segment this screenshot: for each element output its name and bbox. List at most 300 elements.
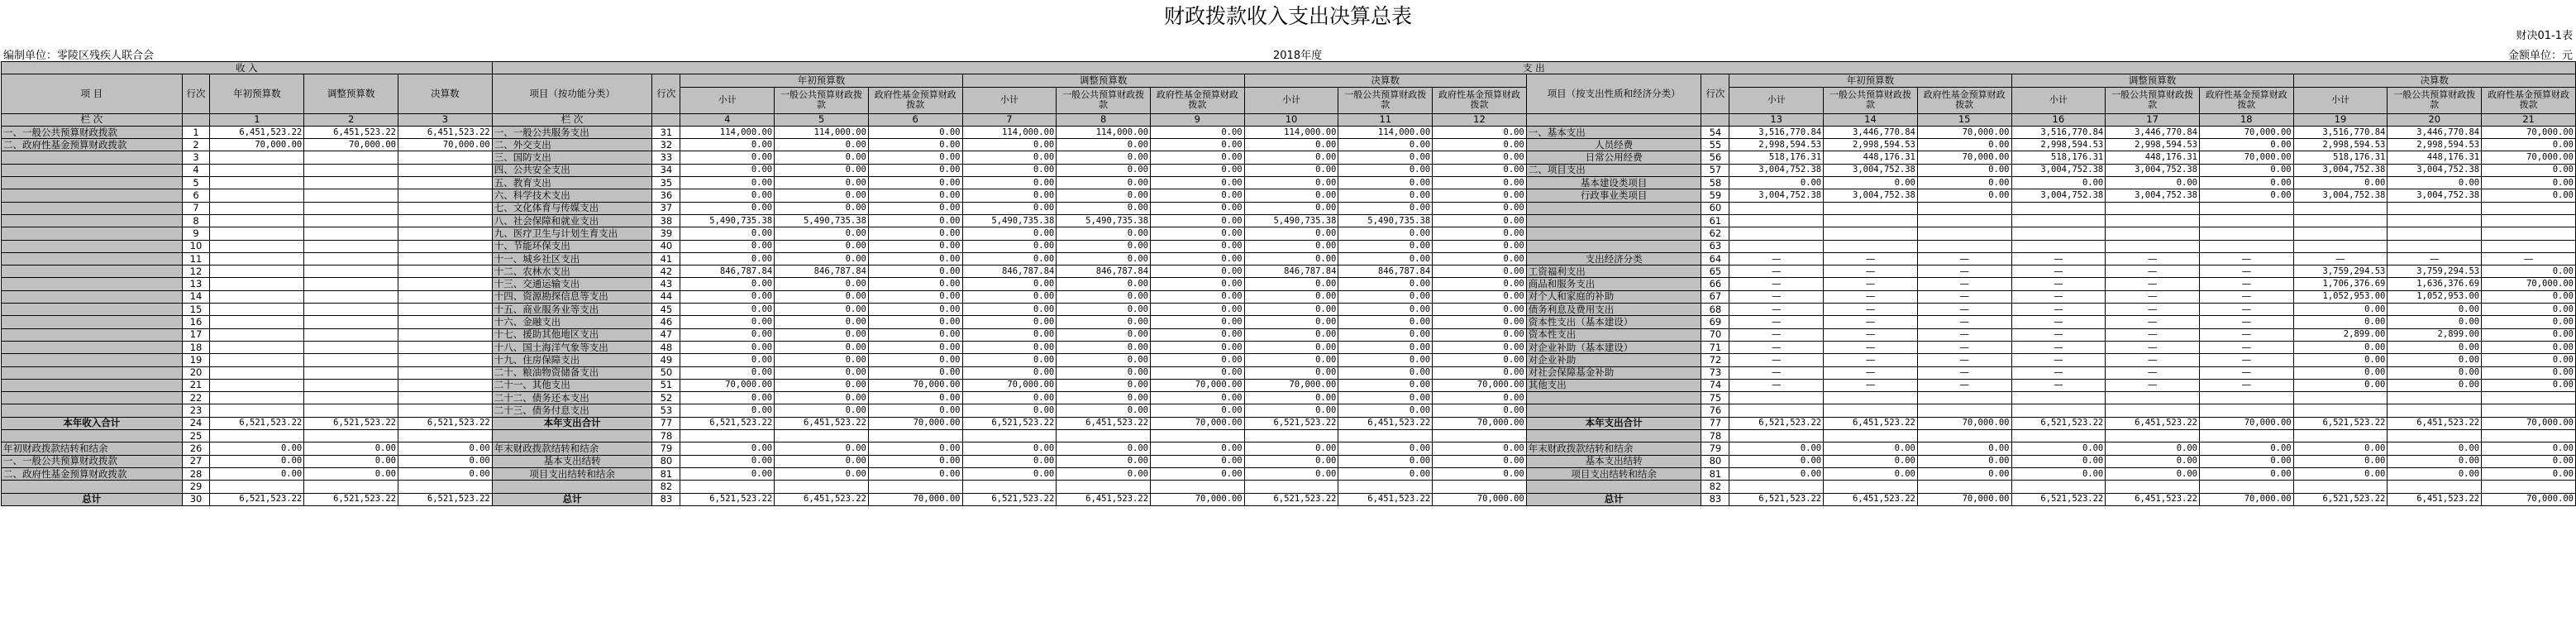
income-value xyxy=(304,227,398,240)
econ-item-label xyxy=(1526,214,1701,227)
func-value: 0.00 xyxy=(1338,341,1433,353)
econ-value: 6,521,523.22 xyxy=(2011,493,2106,505)
row-number: 6 xyxy=(182,189,210,202)
func-value: 0.00 xyxy=(1338,392,1433,404)
func-value: 0.00 xyxy=(775,278,869,290)
row-number: 11 xyxy=(182,252,210,265)
table-row xyxy=(2,430,2576,442)
func-value: 0.00 xyxy=(680,304,775,316)
econ-value: 3,004,752.38 xyxy=(2293,189,2388,202)
func-item-label: 二十一、其他支出 xyxy=(492,379,652,391)
income-value xyxy=(210,430,304,442)
form-number: 财决01-1表 xyxy=(2516,30,2573,42)
func-value: 0.00 xyxy=(1244,252,1338,265)
col-number: 14 xyxy=(1824,113,1918,126)
econ-value xyxy=(2011,240,2106,252)
func-value: 6,451,523.22 xyxy=(1057,493,1151,505)
col-number: 18 xyxy=(2200,113,2294,126)
col-blank xyxy=(182,113,210,126)
func-value: 0.00 xyxy=(680,442,775,455)
econ-value: — xyxy=(1917,278,2011,290)
econ-value xyxy=(2106,430,2200,442)
econ-value xyxy=(2388,227,2482,240)
econ-value: 518,176.31 xyxy=(2011,151,2106,164)
func-value: 0.00 xyxy=(1151,304,1245,316)
row-number: 81 xyxy=(652,467,680,480)
econ-value: 70,000.00 xyxy=(2200,126,2294,138)
income-value xyxy=(210,354,304,366)
func-value: 0.00 xyxy=(1057,202,1151,214)
func-value: 0.00 xyxy=(1151,265,1245,278)
income-item-label xyxy=(2,392,183,404)
income-item-label xyxy=(2,290,183,303)
row-number: 73 xyxy=(1701,366,1729,379)
func-value: 0.00 xyxy=(1057,366,1151,379)
func-value: 0.00 xyxy=(775,290,869,303)
econ-item-label: 行政事业类项目 xyxy=(1526,189,1701,202)
income-value xyxy=(398,481,492,493)
econ-value xyxy=(2388,214,2482,227)
func-value: 0.00 xyxy=(1338,189,1433,202)
econ-value: — xyxy=(2106,328,2200,341)
econ-value: 0.00 xyxy=(1917,164,2011,176)
econ-value: 3,004,752.38 xyxy=(1824,189,1918,202)
func-value: 0.00 xyxy=(868,189,962,202)
income-value xyxy=(210,265,304,278)
func-value: 0.00 xyxy=(868,404,962,417)
income-value xyxy=(210,379,304,391)
econ-value: 0.00 xyxy=(2106,455,2200,467)
econ-value: 3,004,752.38 xyxy=(2388,189,2482,202)
func-final-header: 决算数 xyxy=(1244,74,1526,87)
econ-value: 0.00 xyxy=(2388,354,2482,366)
row-number: 47 xyxy=(652,328,680,341)
func-value: 0.00 xyxy=(1433,366,1527,379)
income-value xyxy=(304,252,398,265)
func-value: 0.00 xyxy=(775,252,869,265)
func-value: 0.00 xyxy=(1433,151,1527,164)
econ-value: — xyxy=(1824,316,1918,328)
income-item-label: 一、一般公共预算财政拨款 xyxy=(2,455,183,467)
func-value: 0.00 xyxy=(1151,404,1245,417)
econ-value xyxy=(1824,227,1918,240)
col-number: 20 xyxy=(2388,113,2482,126)
subtotal-header: 小计 xyxy=(1729,87,1824,113)
func-value: 70,000.00 xyxy=(1151,493,1245,505)
econ-value: 0.00 xyxy=(2482,467,2576,480)
func-value: 0.00 xyxy=(775,341,869,353)
func-value: 0.00 xyxy=(1057,304,1151,316)
row-number: 20 xyxy=(182,366,210,379)
func-value: 0.00 xyxy=(1244,442,1338,455)
econ-value: 70,000.00 xyxy=(2482,151,2576,164)
row-number: 79 xyxy=(1701,442,1729,455)
col-number: 17 xyxy=(2106,113,2200,126)
econ-value: 0.00 xyxy=(2482,189,2576,202)
func-value: 0.00 xyxy=(680,202,775,214)
econ-value xyxy=(1729,430,1824,442)
econ-value: — xyxy=(1824,328,1918,341)
econ-value: — xyxy=(1917,304,2011,316)
income-value xyxy=(398,328,492,341)
econ-value: 70,000.00 xyxy=(1917,417,2011,429)
general-budget-header: 一般公共预算财政拨款 xyxy=(1824,87,1918,113)
econ-value: 2,998,594.53 xyxy=(1824,139,1918,151)
econ-value xyxy=(1917,430,2011,442)
func-value: 0.00 xyxy=(1338,304,1433,316)
econ-value: 0.00 xyxy=(2482,455,2576,467)
econ-value: 0.00 xyxy=(2482,177,2576,189)
func-value: 0.00 xyxy=(775,379,869,391)
func-budget-adjusted-header: 调整预算数 xyxy=(962,74,1244,87)
econ-item-label: 人员经费 xyxy=(1526,139,1701,151)
econ-value: 70,000.00 xyxy=(1917,493,2011,505)
income-value xyxy=(210,252,304,265)
income-value xyxy=(304,240,398,252)
col-number: 19 xyxy=(2293,113,2388,126)
func-value: 0.00 xyxy=(1057,189,1151,202)
func-value: 0.00 xyxy=(1433,467,1527,480)
func-value: 0.00 xyxy=(1433,316,1527,328)
func-value xyxy=(680,481,775,493)
econ-value: 0.00 xyxy=(2482,290,2576,303)
func-value xyxy=(1057,481,1151,493)
func-item-label: 七、文化体育与传媒支出 xyxy=(492,202,652,214)
row-number: 60 xyxy=(1701,202,1729,214)
income-value xyxy=(210,189,304,202)
income-item-label xyxy=(2,202,183,214)
econ-value: 518,176.31 xyxy=(2293,151,2388,164)
row-number: 3 xyxy=(182,151,210,164)
econ-value: — xyxy=(1917,379,2011,391)
func-item-label: 十七、援助其他地区支出 xyxy=(492,328,652,341)
summary-table xyxy=(1,61,2576,506)
income-value xyxy=(210,227,304,240)
func-value: 0.00 xyxy=(868,304,962,316)
row-number: 24 xyxy=(182,417,210,429)
func-value: 5,490,735.38 xyxy=(1244,214,1338,227)
func-value: 0.00 xyxy=(1433,455,1527,467)
func-item-label: 二、外交支出 xyxy=(492,139,652,151)
func-value: 0.00 xyxy=(775,354,869,366)
func-value: 0.00 xyxy=(1338,240,1433,252)
econ-value xyxy=(2200,481,2294,493)
row-number: 80 xyxy=(652,455,680,467)
econ-value xyxy=(2200,430,2294,442)
func-value: 70,000.00 xyxy=(868,417,962,429)
econ-value: — xyxy=(2011,304,2106,316)
econ-value xyxy=(2011,430,2106,442)
econ-value xyxy=(1917,240,2011,252)
income-value xyxy=(398,189,492,202)
func-value: 0.00 xyxy=(962,290,1057,303)
func-value: 0.00 xyxy=(1433,252,1527,265)
econ-value: 6,451,523.22 xyxy=(1824,417,1918,429)
income-item-label xyxy=(2,366,183,379)
income-value xyxy=(304,341,398,353)
econ-item-label xyxy=(1526,392,1701,404)
income-value xyxy=(398,379,492,391)
econ-value: 0.00 xyxy=(2200,177,2294,189)
row-number: 71 xyxy=(1701,341,1729,353)
func-value: 0.00 xyxy=(962,455,1057,467)
func-value: 0.00 xyxy=(1057,290,1151,303)
func-value: 0.00 xyxy=(1151,126,1245,138)
econ-value: — xyxy=(1729,252,1824,265)
econ-value: 0.00 xyxy=(2293,341,2388,353)
func-value: 0.00 xyxy=(775,442,869,455)
econ-value: 0.00 xyxy=(2482,139,2576,151)
econ-value: 0.00 xyxy=(2388,442,2482,455)
income-value: 0.00 xyxy=(398,467,492,480)
econ-value xyxy=(2200,392,2294,404)
func-value: 0.00 xyxy=(1151,341,1245,353)
func-value: 0.00 xyxy=(680,328,775,341)
econ-value xyxy=(2388,404,2482,417)
func-value: 0.00 xyxy=(962,164,1057,176)
func-value: 0.00 xyxy=(680,139,775,151)
func-value: 0.00 xyxy=(868,164,962,176)
econ-value: — xyxy=(2106,304,2200,316)
func-value: 0.00 xyxy=(1057,177,1151,189)
func-value: 114,000.00 xyxy=(1244,126,1338,138)
func-value: 0.00 xyxy=(1433,164,1527,176)
func-value: 0.00 xyxy=(680,467,775,480)
func-value: 0.00 xyxy=(1433,304,1527,316)
func-value: 0.00 xyxy=(1338,328,1433,341)
row-number: 7 xyxy=(182,202,210,214)
func-value: 0.00 xyxy=(962,392,1057,404)
econ-value: 3,446,770.84 xyxy=(2106,126,2200,138)
econ-value: 6,521,523.22 xyxy=(1729,417,1824,429)
econ-value: 0.00 xyxy=(2106,467,2200,480)
func-value: 70,000.00 xyxy=(962,379,1057,391)
row-number: 61 xyxy=(1701,214,1729,227)
table-row xyxy=(2,177,2576,189)
func-value: 0.00 xyxy=(1057,467,1151,480)
func-value: 0.00 xyxy=(1244,354,1338,366)
table-row xyxy=(2,467,2576,480)
func-item-label: 十四、资源勘探信息等支出 xyxy=(492,290,652,303)
table-row xyxy=(2,252,2576,265)
func-item-label: 二十、粮油物资储备支出 xyxy=(492,366,652,379)
func-value: 0.00 xyxy=(775,328,869,341)
func-value: 70,000.00 xyxy=(868,379,962,391)
income-value xyxy=(304,189,398,202)
econ-value xyxy=(2293,214,2388,227)
func-value: 0.00 xyxy=(1151,467,1245,480)
econ-value xyxy=(2388,481,2482,493)
func-value xyxy=(1057,430,1151,442)
row-number: 56 xyxy=(1701,151,1729,164)
func-value: 0.00 xyxy=(1244,290,1338,303)
income-value xyxy=(304,265,398,278)
econ-value: 3,446,770.84 xyxy=(1824,126,1918,138)
econ-value: 3,004,752.38 xyxy=(2011,164,2106,176)
func-item-label: 十六、金融支出 xyxy=(492,316,652,328)
row-number: 18 xyxy=(182,341,210,353)
econ-item-label: 资本性支出 xyxy=(1526,328,1701,341)
econ-value: 0.00 xyxy=(2482,265,2576,278)
table-row xyxy=(2,227,2576,240)
row-number: 36 xyxy=(652,189,680,202)
income-value: 6,521,523.22 xyxy=(304,417,398,429)
func-value: 0.00 xyxy=(1244,316,1338,328)
func-value xyxy=(1244,481,1338,493)
row-number: 70 xyxy=(1701,328,1729,341)
econ-value: 2,998,594.53 xyxy=(1729,139,1824,151)
func-value xyxy=(1244,430,1338,442)
col-number: 3 xyxy=(398,113,492,126)
row-number: 43 xyxy=(652,278,680,290)
econ-value: — xyxy=(2200,354,2294,366)
econ-value: — xyxy=(2106,265,2200,278)
econ-value: — xyxy=(2106,252,2200,265)
econ-value: — xyxy=(2106,316,2200,328)
econ-value: 2,899.00 xyxy=(2388,328,2482,341)
econ-value: 0.00 xyxy=(1824,467,1918,480)
econ-item-label: 总计 xyxy=(1526,493,1701,505)
econ-value: — xyxy=(1824,265,1918,278)
func-value: 0.00 xyxy=(1151,164,1245,176)
income-value xyxy=(210,177,304,189)
func-value: 0.00 xyxy=(868,455,962,467)
row-number: 64 xyxy=(1701,252,1729,265)
func-value: 0.00 xyxy=(868,290,962,303)
econ-value xyxy=(2106,202,2200,214)
func-value: 0.00 xyxy=(868,126,962,138)
func-item-label: 十一、城乡社区支出 xyxy=(492,252,652,265)
income-item-label: 本年收入合计 xyxy=(2,417,183,429)
row-number: 78 xyxy=(1701,430,1729,442)
income-value xyxy=(304,328,398,341)
income-item-label xyxy=(2,304,183,316)
func-value: 114,000.00 xyxy=(775,126,869,138)
econ-value xyxy=(2482,240,2576,252)
func-value xyxy=(1151,430,1245,442)
income-value xyxy=(210,290,304,303)
func-value: 846,787.84 xyxy=(1057,265,1151,278)
func-item-label xyxy=(492,430,652,442)
econ-value xyxy=(1917,404,2011,417)
econ-value: — xyxy=(2200,290,2294,303)
row-number: 40 xyxy=(652,240,680,252)
econ-value: 0.00 xyxy=(2200,164,2294,176)
func-value: 0.00 xyxy=(775,404,869,417)
econ-value: 3,004,752.38 xyxy=(1729,189,1824,202)
row-number: 46 xyxy=(652,316,680,328)
table-row xyxy=(2,164,2576,176)
func-item-header: 项目（按功能分类） xyxy=(492,74,652,113)
page-title: 财政拨款收入支出决算总表 xyxy=(1163,4,1412,28)
func-value: 0.00 xyxy=(1244,164,1338,176)
row-number: 62 xyxy=(1701,227,1729,240)
econ-value: — xyxy=(2106,341,2200,353)
income-value xyxy=(304,366,398,379)
func-value: 0.00 xyxy=(962,252,1057,265)
econ-value xyxy=(2388,430,2482,442)
econ-value: — xyxy=(2011,265,2106,278)
econ-value: 0.00 xyxy=(2388,379,2482,391)
econ-value xyxy=(2482,202,2576,214)
row-number: 68 xyxy=(1701,304,1729,316)
col-number: 16 xyxy=(2011,113,2106,126)
func-value: 846,787.84 xyxy=(680,265,775,278)
income-value: 0.00 xyxy=(398,455,492,467)
row-number: 54 xyxy=(1701,126,1729,138)
row-number: 10 xyxy=(182,240,210,252)
func-value: 0.00 xyxy=(1244,304,1338,316)
econ-value xyxy=(2482,227,2576,240)
func-value: 0.00 xyxy=(1057,227,1151,240)
row-number: 22 xyxy=(182,392,210,404)
income-value xyxy=(398,177,492,189)
func-value: 0.00 xyxy=(1057,404,1151,417)
econ-value: 0.00 xyxy=(2482,366,2576,379)
row-number: 34 xyxy=(652,164,680,176)
row-number: 5 xyxy=(182,177,210,189)
econ-value: 0.00 xyxy=(2293,366,2388,379)
econ-value: 70,000.00 xyxy=(2200,493,2294,505)
row-number: 80 xyxy=(1701,455,1729,467)
func-value: 0.00 xyxy=(868,341,962,353)
func-value: 846,787.84 xyxy=(1244,265,1338,278)
econ-item-label xyxy=(1526,240,1701,252)
func-value: 0.00 xyxy=(1244,328,1338,341)
econ-value xyxy=(2011,481,2106,493)
func-value: 5,490,735.38 xyxy=(962,214,1057,227)
econ-value: 0.00 xyxy=(2011,442,2106,455)
econ-value: 6,451,523.22 xyxy=(2106,493,2200,505)
econ-value: 0.00 xyxy=(1917,189,2011,202)
income-value xyxy=(398,290,492,303)
table-row xyxy=(2,493,2576,505)
econ-value: 6,451,523.22 xyxy=(1824,493,1918,505)
econ-item-label: 二、项目支出 xyxy=(1526,164,1701,176)
econ-value: — xyxy=(1729,316,1824,328)
func-value: 0.00 xyxy=(1338,164,1433,176)
subtotal-header: 小计 xyxy=(680,87,775,113)
fund-budget-header: 政府性基金预算财政拨款 xyxy=(1151,87,1245,113)
func-value: 0.00 xyxy=(962,240,1057,252)
econ-value xyxy=(1824,481,1918,493)
income-value: 0.00 xyxy=(398,442,492,455)
func-value: 0.00 xyxy=(1151,240,1245,252)
econ-value xyxy=(1917,392,2011,404)
econ-value xyxy=(2388,392,2482,404)
func-value: 0.00 xyxy=(868,151,962,164)
func-value: 0.00 xyxy=(680,227,775,240)
econ-value: 0.00 xyxy=(2388,177,2482,189)
func-value: 0.00 xyxy=(1433,240,1527,252)
econ-value: — xyxy=(1729,304,1824,316)
econ-value: 3,516,770.84 xyxy=(2011,126,2106,138)
func-value: 846,787.84 xyxy=(775,265,869,278)
general-budget-header: 一般公共预算财政拨款 xyxy=(775,87,869,113)
row-number: 76 xyxy=(1701,404,1729,417)
func-value: 0.00 xyxy=(1057,164,1151,176)
col-number: 12 xyxy=(1433,113,1527,126)
general-budget-header: 一般公共预算财政拨款 xyxy=(1338,87,1433,113)
income-value xyxy=(398,316,492,328)
econ-value: 1,052,953.00 xyxy=(2293,290,2388,303)
func-value: 0.00 xyxy=(1433,290,1527,303)
econ-value: 0.00 xyxy=(2293,354,2388,366)
econ-value: — xyxy=(1917,341,2011,353)
econ-value xyxy=(2011,404,2106,417)
econ-item-label: 本年支出合计 xyxy=(1526,417,1701,429)
econ-value xyxy=(2011,202,2106,214)
